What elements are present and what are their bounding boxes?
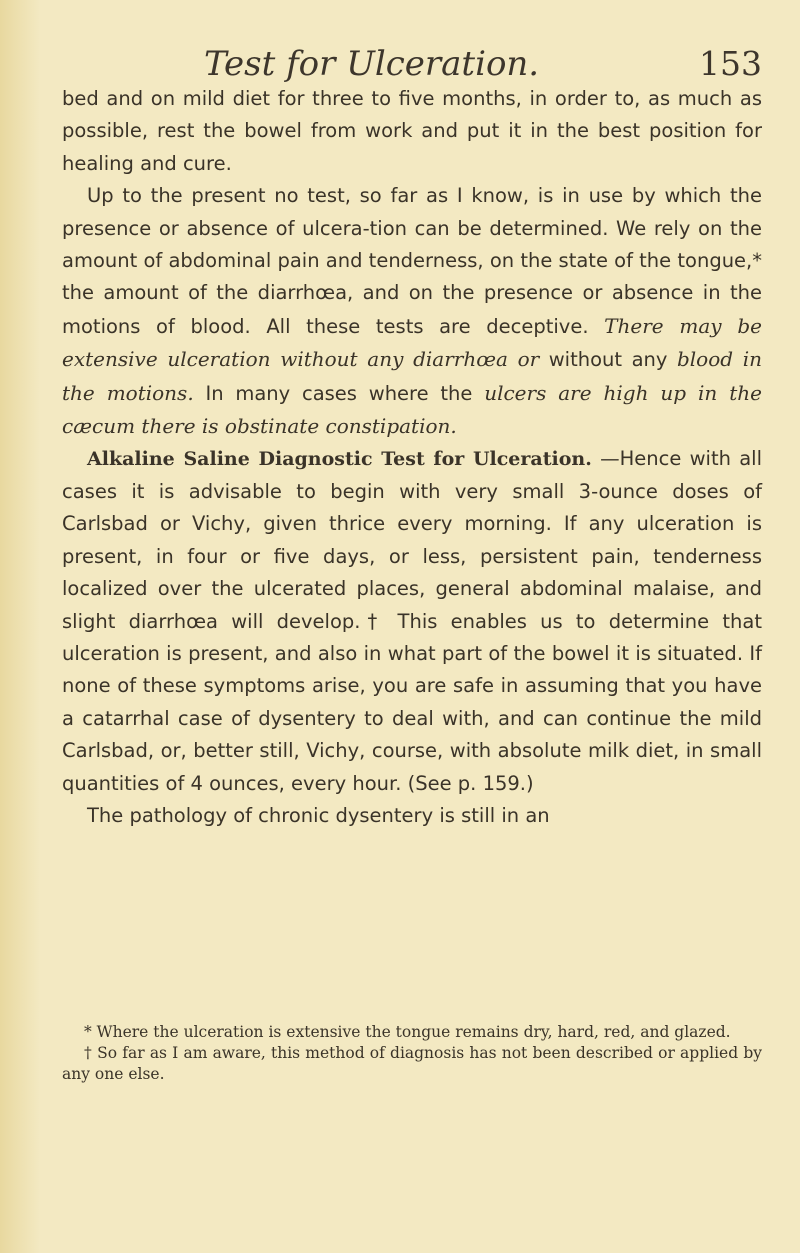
paragraph-2-text-b: without any [539, 348, 677, 372]
paragraph-2 [62, 180, 762, 443]
running-title: Test for Ulceration. [204, 44, 540, 84]
paragraph-3-text: —Hence with all cases it is advisable to begin with very small 3-ounce doses of Carlsbad or Vichy, given thrice every morning. If any ulceration is present, in four or five days, or less, persistent pain, tenderness localized over the ulcerated places, general abdominal malaise, and slight diarrhœa will develop.† This enables us to determine that ulceration is present, and also in what part of the bowel it is situated. If none of these symptoms arise, you are safe in assuming that you have a catarrhal case of dysentery to deal with, and can continue the mild Carlsbad, or, better still, Vichy, course, with absolute milk diet, in small quantities of 4 ounces, every hour. (See p. 159.) [62, 447, 762, 795]
paragraph-2-italic-3: ulcers are high up in the cæcum there is obstinate constipation. [62, 380, 763, 439]
body-text [62, 83, 762, 832]
paragraph-2-italic-2: blood in the motions. [62, 347, 763, 405]
paragraph-1-text: bed and on mild diet for three to five months, in order to, as much as possible, rest the bowel from work and put it in the best position for healing and cure. [62, 87, 762, 175]
footnotes [62, 1022, 762, 1085]
paragraph-2-text-c: In many cases where the [193, 381, 485, 405]
paragraph-2-text-a: Up to the present no test, so far as I know, is in use by which the presence or absence of ulcera-tion can be determined. We rely on the amount of abdominal pain and tenderness, on the state of the tongue,* the amount of the diarrhœa, and on the presence or absence in the motions of blood. All these tests are deceptive. [62, 184, 762, 338]
paragraph-3 [62, 443, 762, 799]
page-number: 153 [699, 44, 762, 83]
paragraph-4-text: The pathology of chronic dysentery is still in an [87, 803, 550, 827]
paragraph-4 [62, 800, 762, 832]
paragraph-1 [62, 83, 762, 180]
footnote-2: † So far as I am aware, this method of diagnosis has not been described or applied by any one else. [62, 1044, 762, 1083]
section-heading: Alkaline Saline Diagnostic Test for Ulceration. [87, 448, 592, 471]
footnote-1: * Where the ulceration is extensive the tongue remains dry, hard, red, and glazed. [84, 1023, 731, 1041]
paragraph-2-italic-1: There may be extensive ulceration without any diarrhœa or [62, 313, 762, 372]
page-gutter-shadow [0, 0, 40, 1253]
